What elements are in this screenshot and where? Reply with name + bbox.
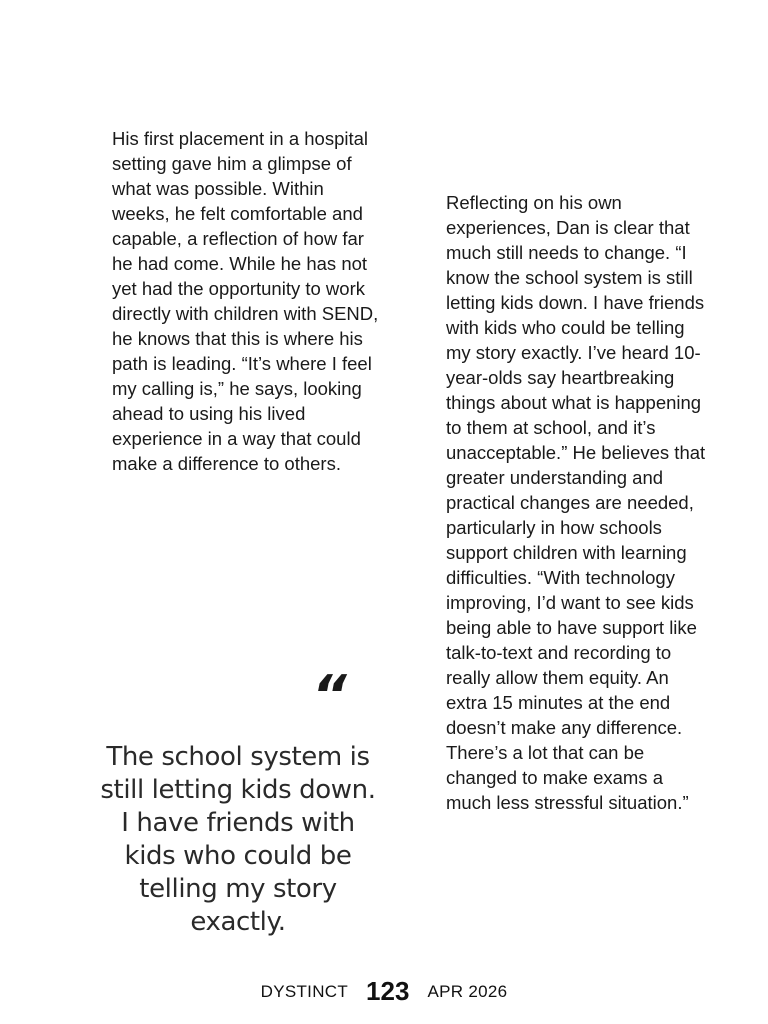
- article-right-column: Reflecting on his own experiences, Dan is clear that much still needs to change. “I know the school system is still letting kids down. I have friends with kids who could be telling my story exactly. I’ve heard 10-year-olds say heartbreaking things about what is happening to them at school, and it’s unacceptable.” He believes that greater understanding and practical changes are needed, particularly in how schools support children with learning difficulties. “With technology improving, I’d want to see kids being able to have support like talk-to-text and recording to really allow them equity. An extra 15 minutes at the end doesn’t make any difference. There’s a lot that can be changed to make exams a much less stressful situation.”: [446, 192, 706, 813]
- issue-date: APR 2026: [427, 982, 508, 1001]
- quotation-mark-icon: “: [312, 664, 347, 727]
- page-number: 123: [366, 975, 410, 1006]
- article-left-column: His first placement in a hospital setting gave him a glimpse of what was possible. Within weeks, he felt comfortable and capable, a reflection of how far he had come. While he has not yet had the opportunity to work directly with children with SEND, he knows that this is where his path is leading. “It’s where I feel my calling is,” he says, looking ahead to using his lived experience in a way that could make a difference to others.: [112, 128, 379, 474]
- page-footer: [0, 974, 768, 1010]
- magazine-name: DYSTINCT: [260, 982, 349, 1001]
- pull-quote: The school system is still letting kids down. I have friends with kids who could be telling my story exactly.: [100, 742, 376, 937]
